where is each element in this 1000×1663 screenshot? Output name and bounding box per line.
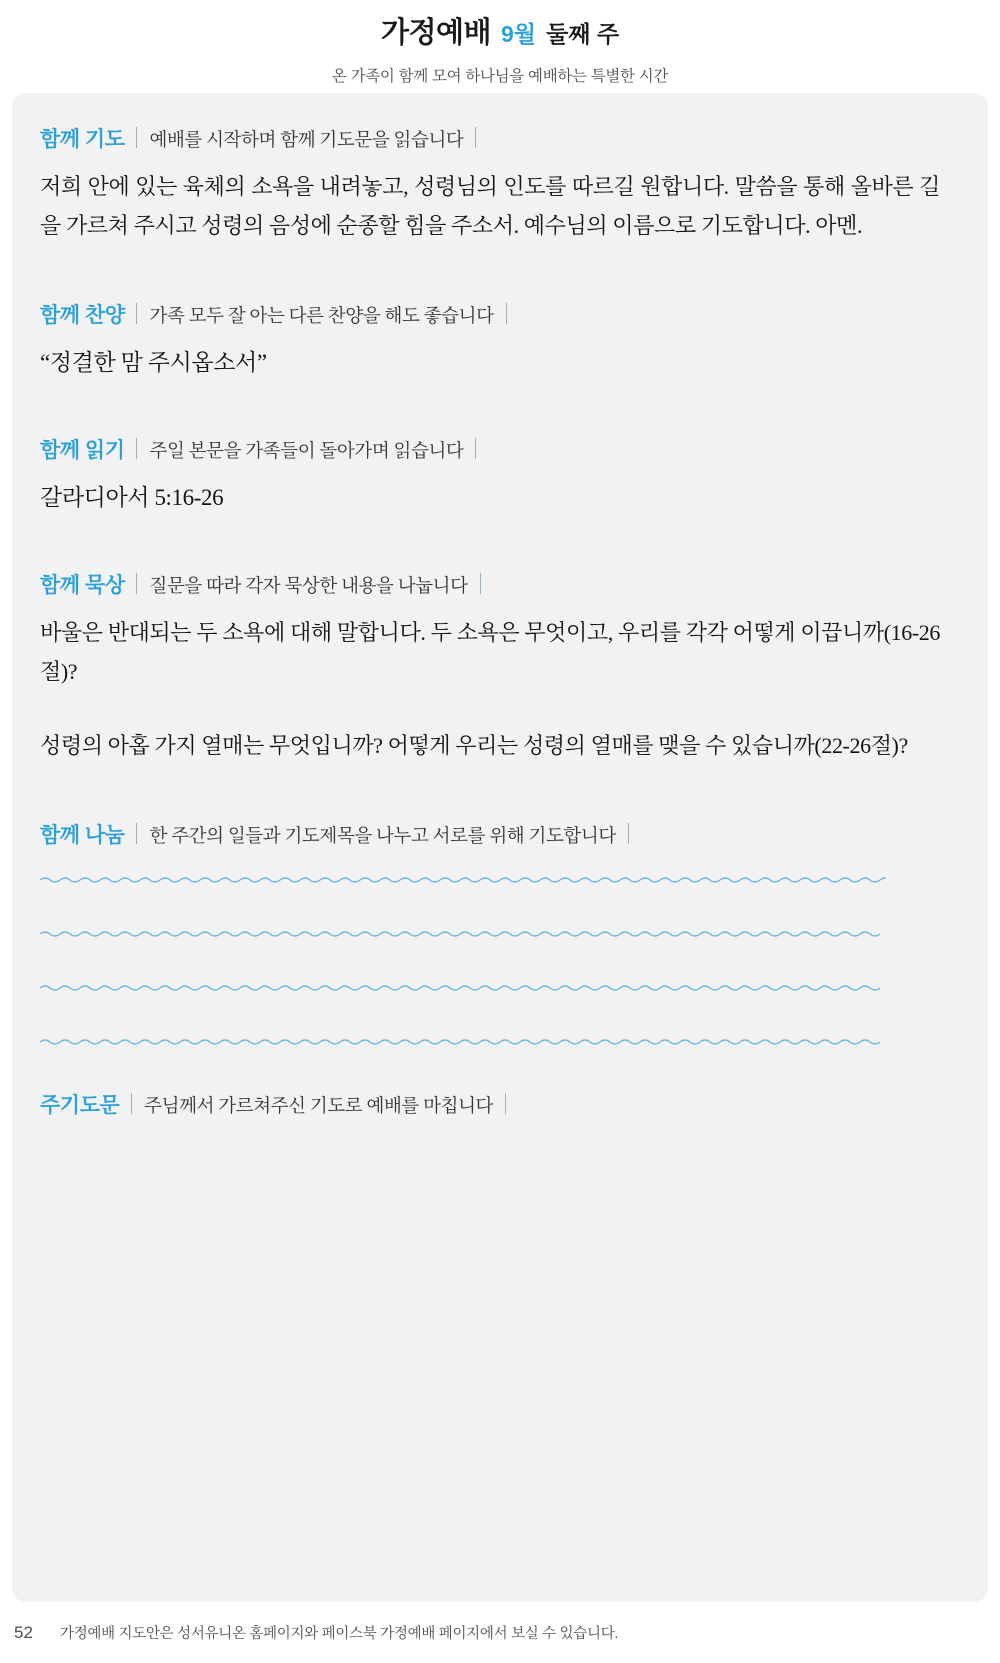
- section-sharing-desc: 한 주간의 일들과 기도제목을 나누고 서로를 위해 기도합니다: [149, 826, 616, 847]
- section-lords-prayer: [40, 1089, 940, 1119]
- section-prayer-body: 저희 안에 있는 육체의 소욕을 내려놓고, 성령님의 인도를 따르길 원합니다. 말씀을 통해 올바른 길을 가르쳐 주시고 성령의 음성에 순종할 힘을 주소서. 예수님의 이름으로 기도합니다. 아멘.: [40, 174, 940, 239]
- page-title: 가정예배: [380, 17, 491, 49]
- section-meditation-label: 함께 묵상: [40, 574, 125, 598]
- section-reading-body: 갈라디아서 5:16-26: [40, 485, 224, 511]
- section-praise: [40, 299, 940, 384]
- divider-bar-icon: [505, 1093, 506, 1114]
- page-subtitle: 온 가족이 함께 모여 하나님을 예배하는 특별한 시간: [331, 68, 669, 85]
- section-prayer-label: 함께 기도: [40, 128, 125, 151]
- divider-bar-icon: [136, 303, 137, 324]
- meditation-question-1: 바울은 반대되는 두 소욕에 대해 말합니다. 두 소욕은 무엇이고, 우리를 각각 어떻게 이끕니까(16-26절)?: [40, 620, 940, 685]
- section-reading-header: [40, 434, 940, 464]
- title-week: 둘째 주: [546, 21, 620, 47]
- divider-bar-icon: [136, 438, 137, 459]
- divider-bar-icon: [136, 823, 137, 844]
- section-lords-prayer-label: 주기도문: [40, 1093, 120, 1117]
- section-lords-prayer-desc: 주님께서 가르쳐주신 기도로 예배를 마칩니다: [144, 1096, 494, 1117]
- note-lines-area[interactable]: [40, 875, 940, 1047]
- note-line[interactable]: [40, 875, 886, 885]
- spacer: [40, 245, 940, 299]
- section-praise-header: [40, 299, 940, 329]
- section-sharing: [40, 819, 940, 1047]
- section-reading-label: 함께 읽기: [40, 439, 125, 463]
- note-line[interactable]: [40, 1037, 886, 1047]
- section-lords-prayer-header: [40, 1089, 940, 1119]
- section-reading-desc: 주일 본문을 가족들이 돌아가며 읽습니다: [149, 442, 464, 463]
- spacer: [40, 765, 940, 819]
- page-number: 52: [14, 1623, 33, 1642]
- meditation-question-2: 성령의 아홉 가지 열매는 무엇입니까? 어떻게 우리는 성령의 열매를 맺을 수 있습니까(22-26절)?: [40, 732, 908, 758]
- spacer: [40, 384, 940, 434]
- divider-bar-icon: [131, 1093, 132, 1114]
- section-praise-label: 함께 찬양: [40, 304, 125, 328]
- section-sharing-label: 함께 나눔: [40, 823, 125, 847]
- divider-bar-icon: [475, 127, 476, 148]
- section-meditation-header: [40, 569, 940, 599]
- divider-bar-icon: [506, 303, 507, 324]
- note-line[interactable]: [40, 929, 886, 939]
- divider-bar-icon: [136, 127, 137, 148]
- divider-bar-icon: [480, 573, 481, 594]
- section-sharing-header: [40, 819, 940, 849]
- page-header: [0, 0, 1000, 86]
- section-praise-desc: 가족 모두 잘 아는 다른 찬양을 해도 좋습니다: [149, 307, 494, 328]
- content-panel: [12, 93, 988, 1602]
- section-prayer: [40, 123, 940, 245]
- divider-bar-icon: [628, 823, 629, 844]
- header-title-row: [0, 10, 1000, 51]
- title-month: 9월: [501, 21, 537, 47]
- section-prayer-header: [40, 123, 940, 153]
- spacer: [40, 692, 940, 726]
- section-meditation: [40, 569, 940, 764]
- content-panel-inner: [40, 123, 940, 1133]
- section-reading: [40, 434, 940, 519]
- spacer: [40, 519, 940, 569]
- divider-bar-icon: [475, 438, 476, 459]
- section-meditation-desc: 질문을 따라 각자 묵상한 내용을 나눕니다: [149, 577, 468, 598]
- footer-note: 가정예배 지도안은 성서유니온 홈페이지와 페이스북 가정예배 페이지에서 보실 수 있습니다.: [60, 1626, 619, 1642]
- note-line[interactable]: [40, 983, 886, 993]
- page-footer: [0, 1622, 1000, 1643]
- spacer: [40, 1047, 940, 1089]
- divider-bar-icon: [136, 573, 137, 594]
- section-prayer-desc: 예배를 시작하며 함께 기도문을 읽습니다: [149, 131, 464, 151]
- section-praise-body: “정결한 맘 주시옵소서”: [40, 350, 267, 376]
